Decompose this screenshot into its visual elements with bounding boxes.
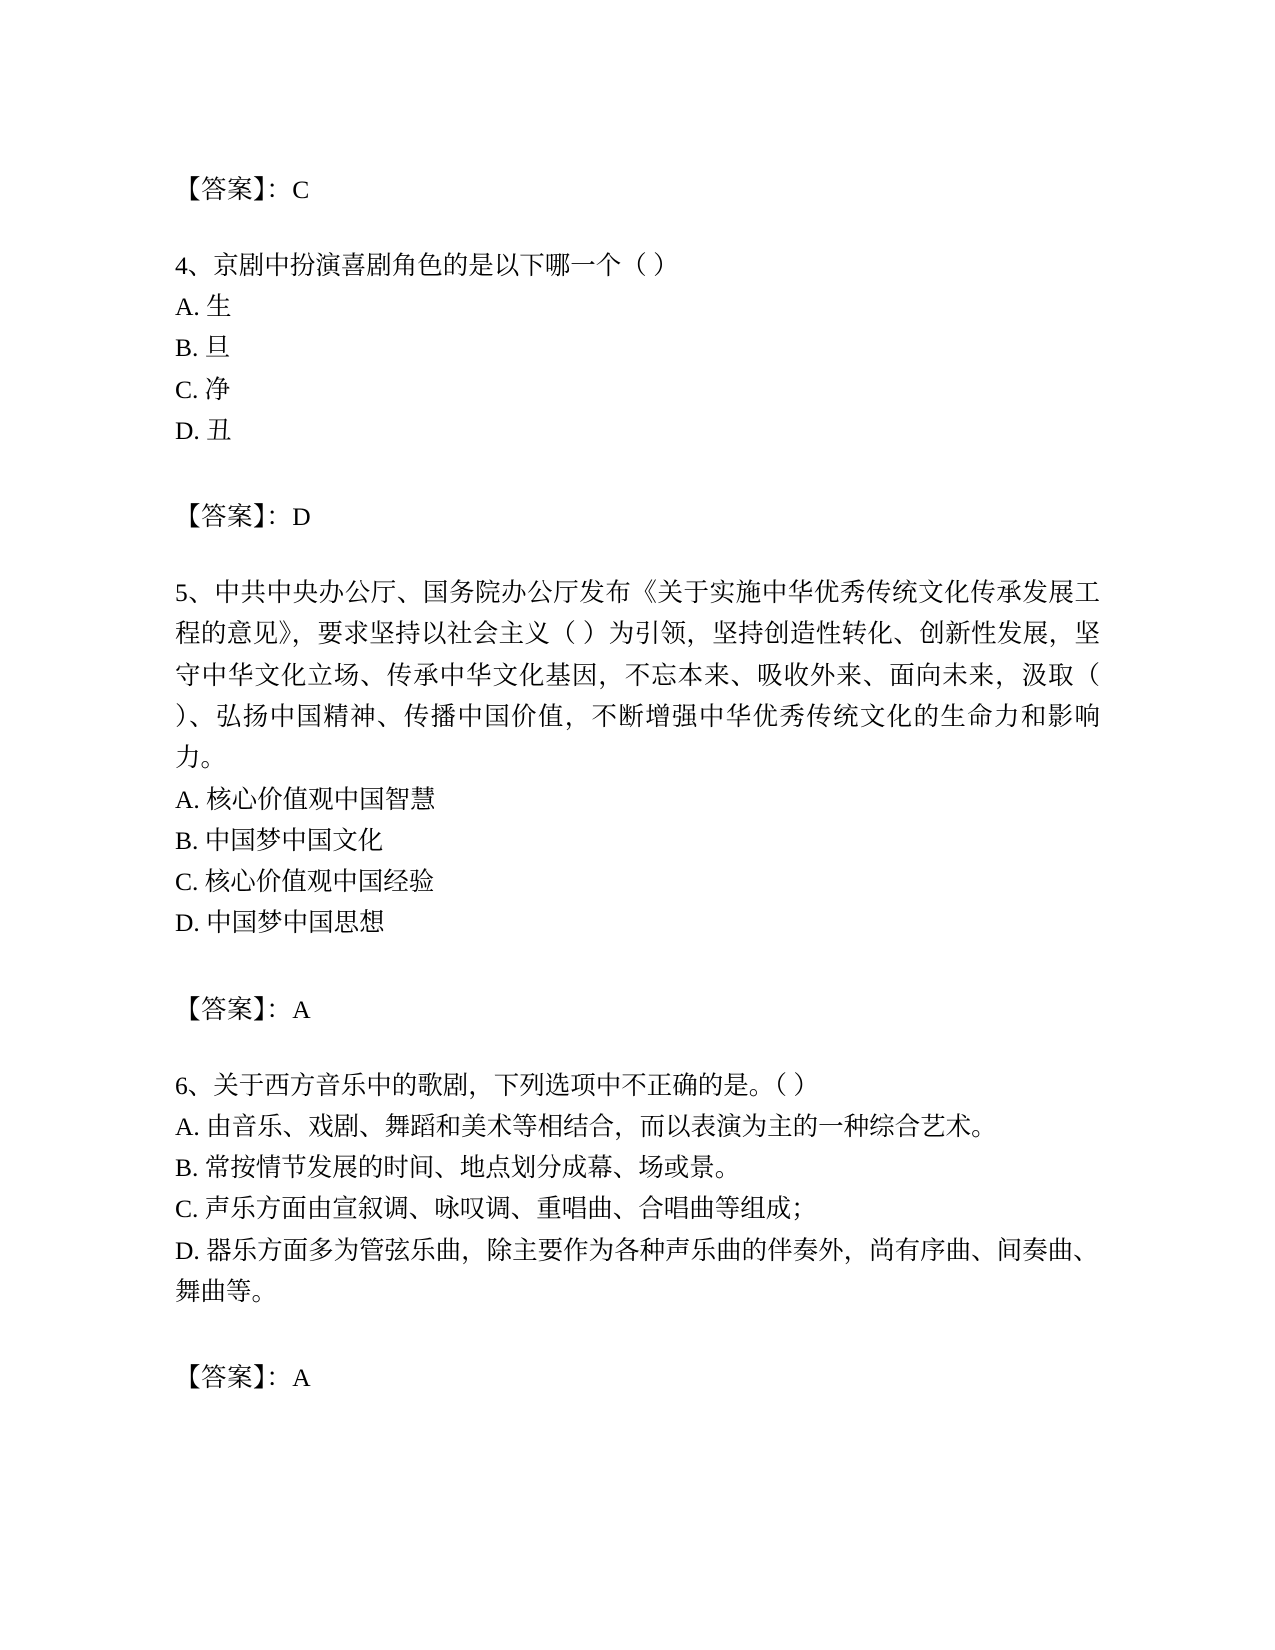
question-5-option-a: A. 核心价值观中国智慧 <box>175 784 436 814</box>
question-6-option-c: C. 声乐方面由宣叙调、咏叹调、重唱曲、合唱曲等组成； <box>175 1194 817 1224</box>
question-5-option-b: B. 中国梦中国文化 <box>175 825 384 855</box>
question-6-option-a: A. 由音乐、戏剧、舞蹈和美术等相结合，而以表演为主的一种综合艺术。 <box>175 1111 997 1141</box>
question-5-text: 5、中共中央办公厅、国务院办公厅发布《关于实施中华优秀传统文化传承发展工程的意见》，要求坚持以社会主义（ ）为引领，坚持创造性转化、创新性发展，坚守中华文化立场、传承中华文化基因，不忘本来、吸收外来、面向未来，汲取（ ）、弘扬中国精神、传播中国价值，不断增强中华优秀传统文化的生命力和影响力。 <box>175 578 1100 773</box>
spacer <box>175 1312 1100 1358</box>
question-5-option-d: D. 中国梦中国思想 <box>175 908 385 938</box>
question-4-option-a: A. 生 <box>175 292 232 322</box>
question-6-option-d: D. 器乐方面多为管弦乐曲，除主要作为各种声乐曲的伴奏外，尚有序曲、间奏曲、舞曲等。 <box>175 1235 1099 1307</box>
spacer <box>175 211 1100 245</box>
answer-line: 【答案】：A <box>175 994 312 1024</box>
spacer <box>175 1031 1100 1065</box>
answer-line: 【答案】：C <box>175 175 310 204</box>
answer-line: 【答案】：A <box>175 1363 312 1393</box>
answer-line: 【答案】：D <box>175 502 312 532</box>
question-6-option-b: B. 常按情节发展的时间、地点划分成幕、场或景。 <box>175 1153 741 1183</box>
question-4-option-c: C. 净 <box>175 374 231 404</box>
question-6-text: 6、关于西方音乐中的歌剧，下列选项中不正确的是。（ ） <box>175 1070 819 1100</box>
question-5-option-c: C. 核心价值观中国经验 <box>175 867 435 897</box>
question-4-text: 4、京剧中扮演喜剧角色的是以下哪一个（ ） <box>175 250 679 280</box>
spacer <box>175 451 1100 497</box>
question-4-option-d: D. 丑 <box>175 415 232 445</box>
question-4-option-b: B. 旦 <box>175 333 231 363</box>
spacer <box>175 944 1100 990</box>
spacer <box>175 538 1100 572</box>
